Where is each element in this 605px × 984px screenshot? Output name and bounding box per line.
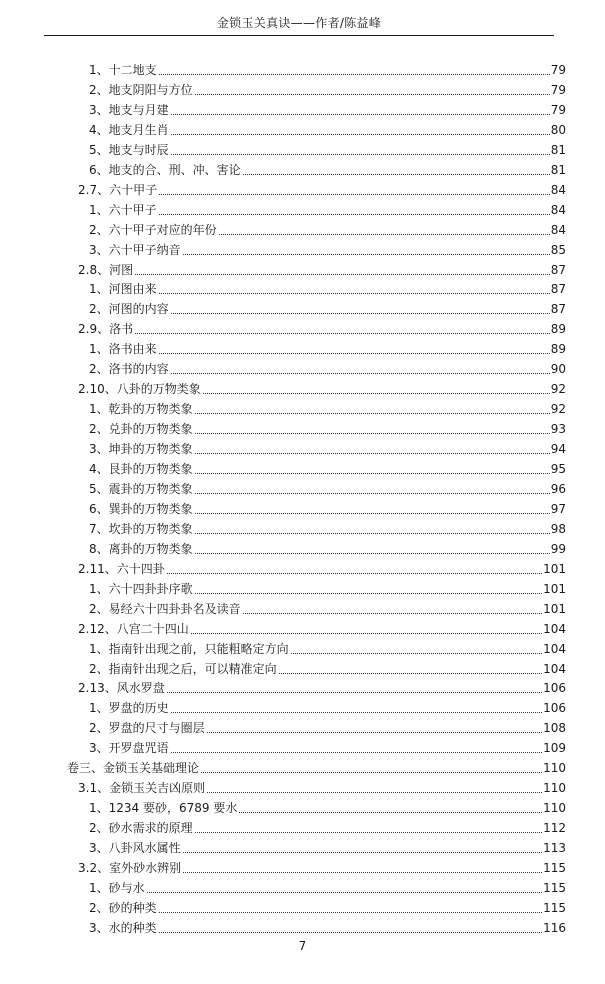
toc-entry-title: 1、洛书由来 [89,342,157,357]
toc-entry[interactable] [89,600,566,618]
dot-leader [159,353,550,354]
toc-entry[interactable] [89,161,566,179]
toc-entry-title: 2、洛书的内容 [89,362,169,377]
toc-entry-title: 3、坤卦的万物类象 [89,442,193,457]
toc-entry[interactable] [89,420,566,438]
dot-leader [207,732,542,733]
toc-entry-page: 101 [543,601,566,616]
toc-entry-page: 115 [543,861,566,875]
toc-entry[interactable] [89,440,566,458]
toc-entry-title: 1、砂与水 [89,880,145,895]
header-rule [44,35,554,36]
toc-entry-title: 1、1234 要砂，6789 要水 [89,801,238,816]
toc-entry[interactable] [78,181,566,199]
toc-entry-title: 2.7、六十甲子 [78,182,158,197]
running-header: 金锁玉关真诀——作者/陈益峰 [216,16,382,30]
toc-entry-title: 7、坎卦的万物类象 [89,521,193,536]
toc-entry-page: 89 [550,322,566,337]
toc-entry[interactable] [67,759,566,777]
dot-leader [159,194,550,195]
toc-entry-page: 87 [550,302,566,317]
toc-entry-page: 99 [550,541,566,556]
toc-entry-page: 95 [550,462,566,476]
dot-leader [191,633,542,634]
dot-leader [147,892,542,893]
toc-entry-title: 2、砂的种类 [89,900,157,915]
toc-entry[interactable] [89,839,566,857]
toc-entry-title: 2、地支阴阳与方位 [89,82,193,97]
toc-entry[interactable] [89,400,566,418]
toc-entry-title: 1、河图由来 [89,282,157,297]
dot-leader [159,293,550,294]
toc-entry-page: 101 [543,561,566,576]
dot-leader [201,772,542,773]
dot-leader [239,812,542,813]
toc-entry[interactable] [89,201,566,219]
dot-leader [171,712,542,713]
toc-entry[interactable] [89,280,566,298]
dot-leader [167,692,542,693]
dot-leader [159,74,550,75]
dot-leader [171,134,550,135]
toc-entry[interactable] [78,380,566,398]
toc-entry[interactable] [89,500,566,518]
toc-entry[interactable] [89,660,566,678]
toc-entry-title: 3、六十甲子纳音 [89,242,181,257]
toc-entry-page: 110 [543,781,566,796]
toc-entry-page: 98 [550,521,566,536]
page-number: 7 [298,939,307,953]
toc-entry[interactable] [89,640,566,658]
dot-leader [195,513,550,514]
toc-entry-title: 2、易经六十四卦卦名及读音 [89,601,241,616]
dot-leader [171,154,550,155]
toc-entry-page: 93 [550,422,566,437]
toc-entry[interactable] [89,141,566,159]
dot-leader [171,114,550,115]
toc-entry-title: 1、六十甲子 [89,202,157,217]
toc-entry-title: 1、十二地支 [89,63,157,77]
toc-entry-title: 5、震卦的万物类象 [89,481,193,496]
toc-entry-page: 90 [550,362,566,377]
dot-leader [183,872,542,873]
dot-leader [159,932,542,933]
toc-entry-page: 79 [550,102,566,117]
toc-entry-title: 2、指南针出现之后，可以精准定向 [89,661,277,676]
toc-entry[interactable] [78,320,566,338]
toc-entry-title: 2.8、河图 [78,262,134,277]
toc-entry-title: 2.11、六十四卦 [78,561,165,576]
dot-leader [219,234,550,235]
toc-entry[interactable] [89,540,566,558]
toc-entry[interactable] [89,121,566,139]
toc-entry-page: 110 [543,761,566,776]
toc-entry-page: 79 [550,63,566,77]
dot-leader [167,573,542,574]
toc-entry-page: 104 [543,661,566,676]
toc-entry-title: 2.13、风水罗盘 [78,681,165,696]
toc-entry-title: 2、罗盘的尺寸与圈层 [89,721,205,736]
toc-entry-page: 87 [550,262,566,277]
dot-leader [183,254,550,255]
toc-entry[interactable] [78,859,566,877]
toc-entry[interactable] [89,340,566,358]
toc-entry[interactable] [89,739,566,757]
toc-entry-page: 92 [550,402,566,417]
toc-entry-title: 3.1、金锁玉关吉凶原则 [78,781,206,796]
dot-leader [195,433,550,434]
toc-entry[interactable] [89,360,566,378]
toc-entry-page: 84 [550,182,566,197]
toc-entry[interactable] [89,81,566,99]
dot-leader [291,653,542,654]
toc-entry-page: 101 [543,581,566,596]
toc-entry-page: 84 [550,202,566,217]
dot-leader [135,274,550,275]
dot-leader [195,453,550,454]
toc-entry-title: 8、离卦的万物类象 [89,541,193,556]
toc-entry-page: 80 [550,122,566,137]
toc-entry[interactable] [78,679,566,697]
toc-entry-page: 84 [550,222,566,237]
toc-entry[interactable] [78,261,566,279]
toc-entry[interactable] [89,221,566,239]
toc-entry-title: 6、巽卦的万物类象 [89,501,193,516]
toc-entry-page: 97 [550,501,566,516]
toc-entry-page: 115 [543,900,566,915]
toc-entry-title: 2.10、八卦的万物类象 [78,382,201,397]
toc-entry-title: 3、开罗盘咒语 [89,741,169,756]
toc-entry-title: 3、地支与月建 [89,102,169,117]
toc-entry-page: 113 [543,841,566,856]
toc-entry-page: 92 [550,382,566,397]
toc-entry-page: 96 [550,481,566,496]
toc-entry-page: 116 [543,920,566,935]
toc-entry[interactable] [89,799,566,817]
dot-leader [207,792,542,793]
toc-entry[interactable] [89,480,566,498]
dot-leader [195,473,550,474]
toc-entry-title: 2、河图的内容 [89,302,169,317]
toc-entry-title: 1、指南针出现之前，只能粗略定方向 [89,641,289,656]
dot-leader [243,174,550,175]
toc-entry-page: 104 [543,641,566,656]
dot-leader [171,752,542,753]
toc-entry-page: 87 [550,282,566,297]
toc-entry-page: 81 [550,142,566,157]
toc-entry-title: 1、罗盘的历史 [89,701,169,716]
toc-entry[interactable] [89,61,566,79]
toc-entry-title: 2、兑卦的万物类象 [89,422,193,437]
toc-entry-title: 4、艮卦的万物类象 [89,462,193,476]
toc-entry-title: 6、地支的合、刑、冲、害论 [89,162,241,177]
dot-leader [203,393,550,394]
dot-leader [171,373,550,374]
dot-leader [183,852,542,853]
toc-entry[interactable] [89,899,566,917]
toc-entry-title: 5、地支与时辰 [89,142,169,157]
toc-entry-page: 106 [543,701,566,716]
toc-entry-page: 81 [550,162,566,177]
toc-entry[interactable] [89,520,566,538]
toc-entry[interactable] [78,620,566,638]
toc-entry-page: 106 [543,681,566,696]
toc-entry[interactable] [89,580,566,598]
dot-leader [195,493,550,494]
toc-entry[interactable] [78,560,566,578]
dot-leader [195,832,542,833]
toc-entry-page: 115 [543,880,566,895]
toc-entry[interactable] [78,779,566,797]
toc-entry-title: 2、砂水需求的原理 [89,821,193,836]
dot-leader [135,333,550,334]
dot-leader [159,912,542,913]
dot-leader [195,94,550,95]
toc-entry-page: 89 [550,342,566,357]
toc-entry[interactable] [89,879,566,897]
toc-entry[interactable] [89,819,566,837]
toc-entry-title: 卷三、金锁玉关基础理论 [67,761,200,776]
dot-leader [243,613,542,614]
toc-entry-page: 94 [550,442,566,457]
dot-leader [195,413,550,414]
toc-entry[interactable] [89,300,566,318]
dot-leader [171,313,550,314]
toc-entry-title: 3、八卦风水属性 [89,841,181,856]
toc-entry-page: 110 [543,801,566,816]
toc-entry[interactable] [89,919,566,937]
toc-entry-page: 109 [543,741,566,756]
toc-entry-page: 112 [543,821,566,836]
toc-entry[interactable] [89,699,566,717]
toc-entry[interactable] [89,241,566,259]
toc-entry-title: 2.12、八宫二十四山 [78,621,189,636]
dot-leader [279,673,542,674]
dot-leader [195,593,542,594]
toc-entry-page: 104 [543,621,566,636]
toc-entry-page: 85 [550,242,566,257]
dot-leader [195,533,550,534]
dot-leader [159,214,550,215]
toc-entry-title: 1、乾卦的万物类象 [89,402,193,417]
dot-leader [195,553,550,554]
toc-entry-title: 2、六十甲子对应的年份 [89,222,217,237]
toc-entry[interactable] [89,101,566,119]
toc-entry-title: 4、地支月生肖 [89,122,169,137]
toc-entry-title: 3.2、室外砂水辨别 [78,861,182,875]
toc-entry-title: 3、水的种类 [89,920,157,935]
toc-entry-page: 79 [550,82,566,97]
toc-entry-title: 1、六十四卦卦序歌 [89,581,193,596]
toc-entry-page: 108 [543,721,566,736]
toc-entry[interactable] [89,719,566,737]
toc-entry-title: 2.9、洛书 [78,322,134,337]
toc-entry[interactable] [89,460,566,478]
